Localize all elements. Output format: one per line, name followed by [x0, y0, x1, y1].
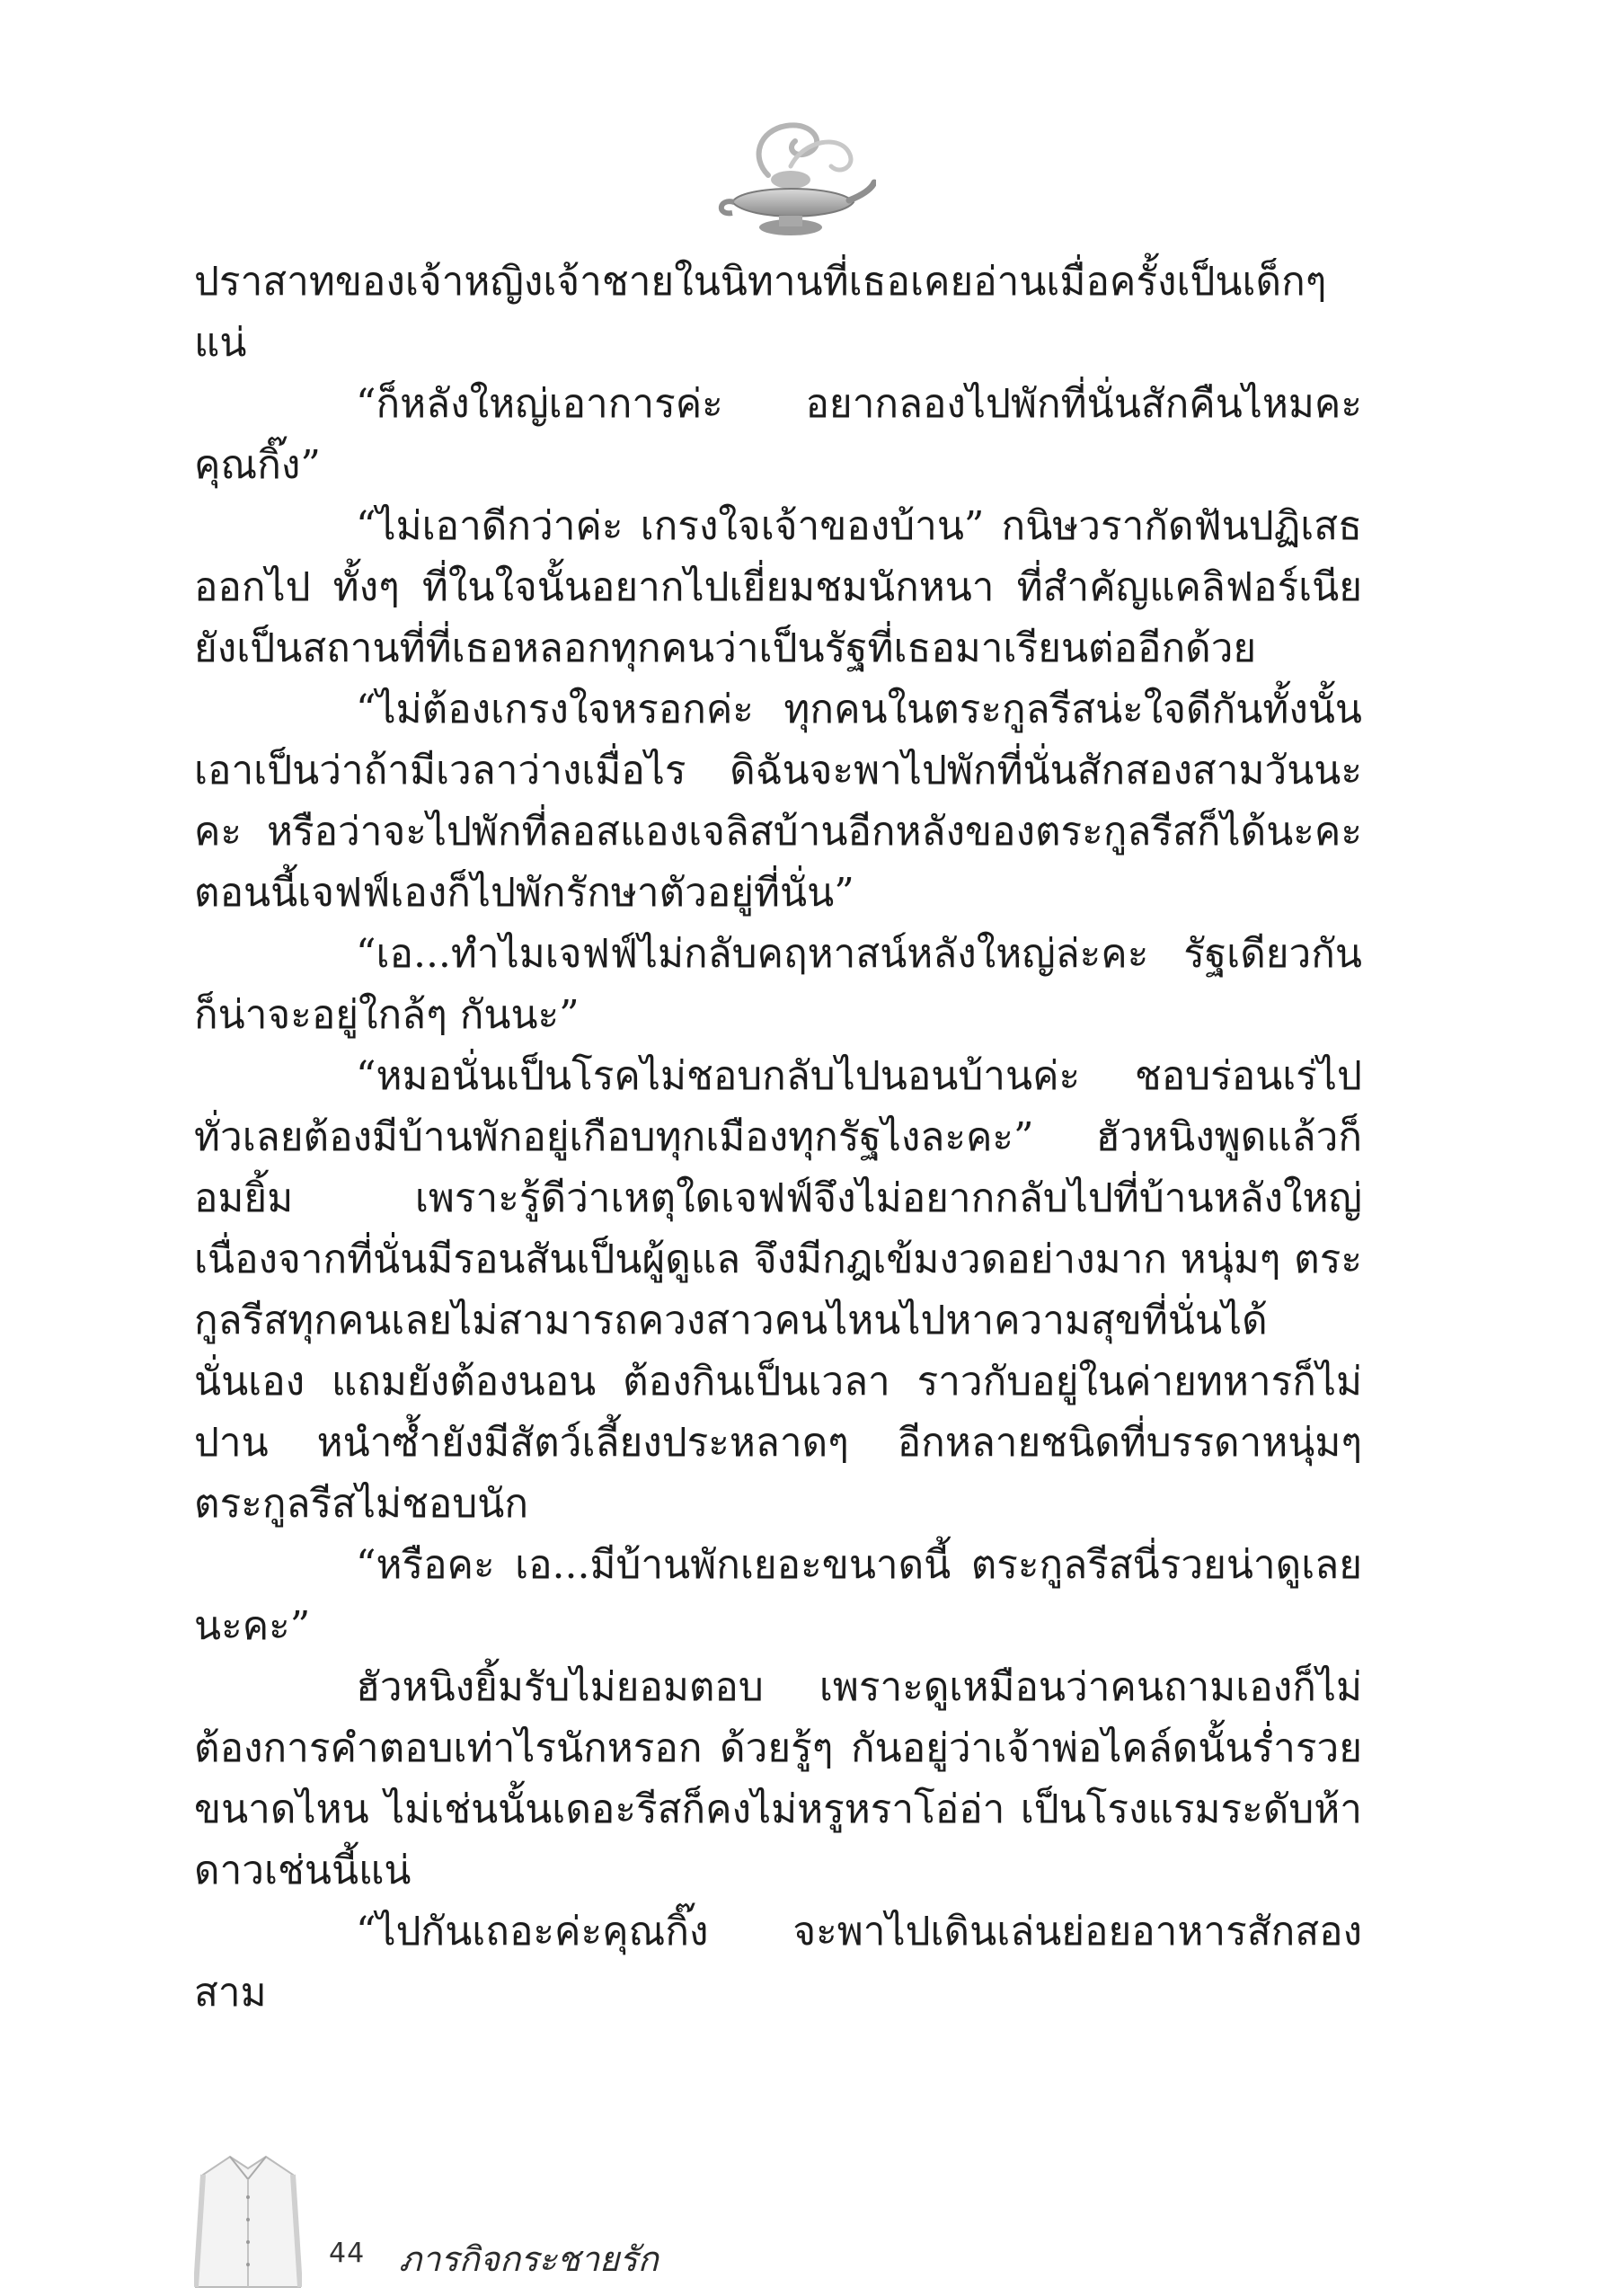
paragraph-3: “ไม่เอาดีกว่าค่ะ เกรงใจเจ้าของบ้าน” กนิษวรากัดฟันปฏิเสธออกไป ทั้งๆ ที่ในใจนั้นอยากไปเยี่ยมชมนักหนา ที่สำคัญแคลิฟอร์เนียยังเป็นสถานที่ที่เธอหลอกทุกคนว่าเป็นรัฐที่เธอมาเรียนต่ออีกด้วย — [194, 503, 1362, 671]
paragraph-5: “เอ...ทำไมเจฟฟ์ไม่กลับคฤหาสน์หลังใหญ่ล่ะคะ รัฐเดียวกันก็น่าจะอยู่ใกล้ๆ กันนะ” — [194, 931, 1362, 1038]
paragraph-8: ฮัวหนิงยิ้มรับไม่ยอมตอบ เพราะดูเหมือนว่าคนถามเองก็ไม่ต้องการคำตอบเท่าไรนักหรอก ด้วยรู้ๆ กันอยู่ว่าเจ้าพ่อไคล์ดนั้นร่ำรวยขนาดไหน ไม่เช่นนั้นเดอะรีสก็คงไม่หรูหราโอ่อ่า เป็นโรงแรมระดับห้าดาวเช่นนี้แน่ — [194, 1664, 1362, 1893]
paragraph-9: “ไปกันเถอะค่ะคุณกิ๊ง จะพาไปเดินเล่นย่อยอาหารสักสองสาม — [194, 1909, 1362, 2016]
paragraph-4: “ไม่ต้องเกรงใจหรอกค่ะ ทุกคนในตระกูลรีสน่ะใจดีกันทั้งนั้น เอาเป็นว่าถ้ามีเวลาว่างเมื่อไร ดิฉันจะพาไปพักที่นั่นสักสองสามวันนะคะ หรือว่าจะไปพักที่ลอสแองเจลิสบ้านอีกหลังของตระกูลรีสก็ได้นะคะ ตอนนี้เจฟฟ์เองก็ไปพักรักษาตัวอยู่ที่นั่น” — [194, 687, 1362, 916]
genie-lamp-icon — [705, 112, 876, 247]
page-footer — [194, 2152, 1003, 2296]
running-title: ภารกิจกระชายรัก — [399, 2239, 659, 2279]
paragraph-7: “หรือคะ เอ...มีบ้านพักเยอะขนาดนี้ ตระกูลรีสนี่รวยน่าดูเลยนะคะ” — [194, 1542, 1362, 1649]
paragraph-1: ปราสาทของเจ้าหญิงเจ้าชายในนิทานที่เธอเคยอ่านเมื่อครั้งเป็นเด็กๆ แน่ — [194, 259, 1327, 366]
shirt-icon — [194, 2152, 302, 2292]
page-number: 44 — [329, 2238, 366, 2269]
body-text — [194, 252, 1362, 2024]
paragraph-6: “หมอนั่นเป็นโรคไม่ชอบกลับไปนอนบ้านค่ะ ชอบร่อนเร่ไปทั่วเลยต้องมีบ้านพักอยู่เกือบทุกเมืองทุกรัฐไงละคะ” ฮัวหนิงพูดแล้วก็อมยิ้ม เพราะรู้ดีว่าเหตุใดเจฟฟ์จึงไม่อยากกลับไปที่บ้านหลังใหญ่ เนื่องจากที่นั่นมีรอนสันเป็นผู้ดูแล จึงมีกฎเข้มงวดอย่างมาก หนุ่มๆ ตระกูลรีสทุกคนเลยไม่สามารถควงสาวคนไหนไปหาความสุขที่นั่นได้นั่นเอง แถมยังต้องนอน ต้องกินเป็นเวลา ราวกับอยู่ในค่ายทหารก็ไม่ปาน หนำซ้ำยังมีสัตว์เลี้ยงประหลาดๆ อีกหลายชนิดที่บรรดาหนุ่มๆ ตระกูลรีสไม่ชอบนัก — [194, 1053, 1362, 1527]
paragraph-2: “ก็หลังใหญ่เอาการค่ะ อยากลองไปพักที่นั่นสักคืนไหมคะ คุณกิ๊ง” — [194, 381, 1362, 488]
